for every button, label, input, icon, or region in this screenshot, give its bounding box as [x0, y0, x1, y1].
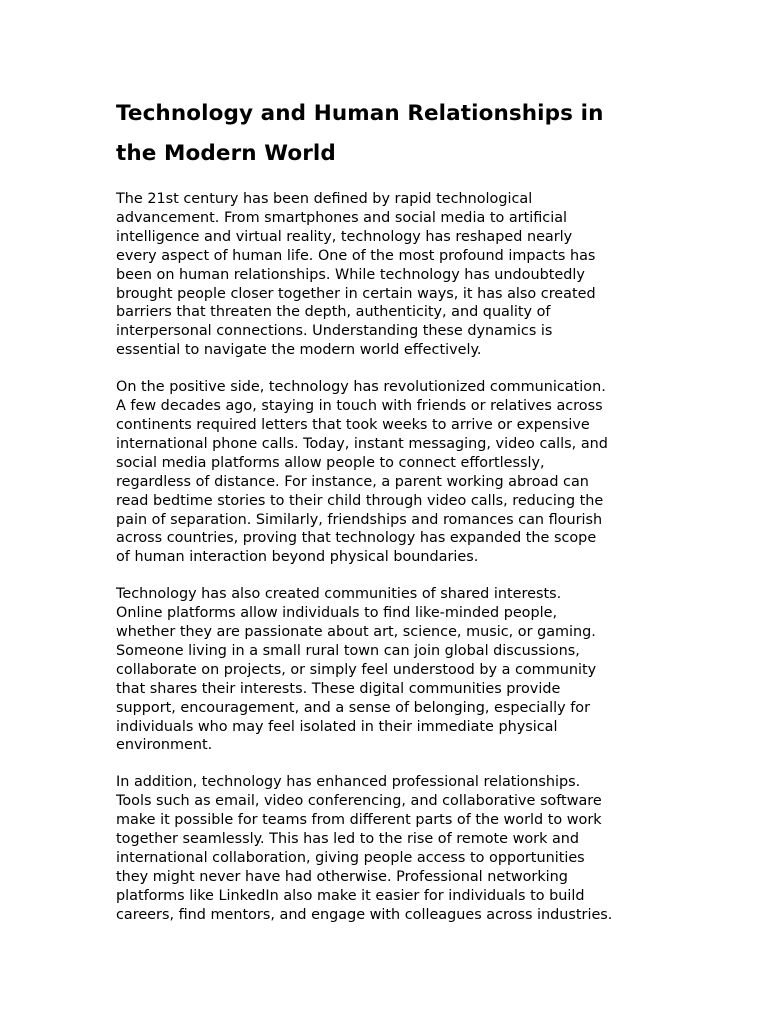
paragraph-line: support, encouragement, and a sense of belonging, especially for: [116, 699, 590, 716]
paragraph-line: interpersonal connections. Understanding these dynamics is: [116, 323, 553, 340]
paragraph-line: barriers that threaten the depth, authenticity, and quality of: [116, 304, 551, 321]
paragraph-line: they might never have had otherwise. Professional networking: [116, 868, 568, 885]
paragraph-line: On the positive side, technology has revolutionized communication.: [116, 379, 606, 396]
paragraph-line: continents required letters that took weeks to arrive or expensive: [116, 416, 590, 433]
paragraph-line: platforms like LinkedIn also make it easier for individuals to build: [116, 887, 585, 904]
paragraph-line: advancement. From smartphones and social media to artificial: [116, 209, 568, 226]
paragraph-line: make it possible for teams from different parts of the world to work: [116, 812, 602, 829]
title-line: the Modern World: [116, 141, 336, 166]
paragraph-list: [116, 190, 656, 925]
paragraph: [116, 773, 656, 924]
paragraph-line: social media platforms allow people to connect effortlessly,: [116, 454, 545, 471]
paragraph: [116, 190, 656, 360]
title-line: Technology and Human Relationships in: [116, 101, 604, 126]
document-body: [116, 94, 656, 943]
paragraph-line: read bedtime stories to their child through video calls, reducing the: [116, 492, 604, 509]
paragraph-line: Technology has also created communities of shared interests.: [116, 586, 562, 603]
paragraph-line: careers, find mentors, and engage with colleagues across industries.: [116, 906, 613, 923]
paragraph-line: Tools such as email, video conferencing, and collaborative software: [116, 793, 602, 810]
paragraph-line: environment.: [116, 737, 213, 754]
paragraph-line: that shares their interests. These digital communities provide: [116, 680, 561, 697]
paragraph-line: of human interaction beyond physical boundaries.: [116, 549, 479, 566]
paragraph-line: regardless of distance. For instance, a parent working abroad can: [116, 473, 589, 490]
paragraph-line: been on human relationships. While technology has undoubtedly: [116, 266, 585, 283]
paragraph-line: In addition, technology has enhanced professional relationships.: [116, 774, 581, 791]
paragraph-line: The 21st century has been defined by rapid technological: [116, 191, 533, 207]
paragraph-line: Someone living in a small rural town can join global discussions,: [116, 642, 580, 659]
paragraph-line: every aspect of human life. One of the most profound impacts has: [116, 247, 596, 264]
paragraph-line: pain of separation. Similarly, friendships and romances can flourish: [116, 511, 603, 528]
paragraph-line: collaborate on projects, or simply feel understood by a community: [116, 661, 597, 678]
paragraph-line: essential to navigate the modern world effectively.: [116, 342, 482, 359]
paragraph-line: across countries, proving that technology has expanded the scope: [116, 530, 597, 547]
paragraph-line: together seamlessly. This has led to the rise of remote work and: [116, 831, 580, 848]
paragraph: [116, 585, 656, 755]
paragraph-line: brought people closer together in certain ways, it has also created: [116, 285, 596, 302]
paragraph-line: international phone calls. Today, instant messaging, video calls, and: [116, 435, 608, 452]
paragraph-line: individuals who may feel isolated in their immediate physical: [116, 718, 558, 735]
document-title: [116, 94, 656, 174]
paragraph-line: A few decades ago, staying in touch with friends or relatives across: [116, 398, 603, 415]
paragraph-line: Online platforms allow individuals to find like-minded people,: [116, 605, 558, 622]
paragraph: [116, 378, 656, 567]
paragraph-line: whether they are passionate about art, science, music, or gaming.: [116, 624, 596, 641]
paragraph-line: intelligence and virtual reality, technology has reshaped nearly: [116, 228, 573, 245]
paragraph-line: international collaboration, giving people access to opportunities: [116, 850, 585, 866]
